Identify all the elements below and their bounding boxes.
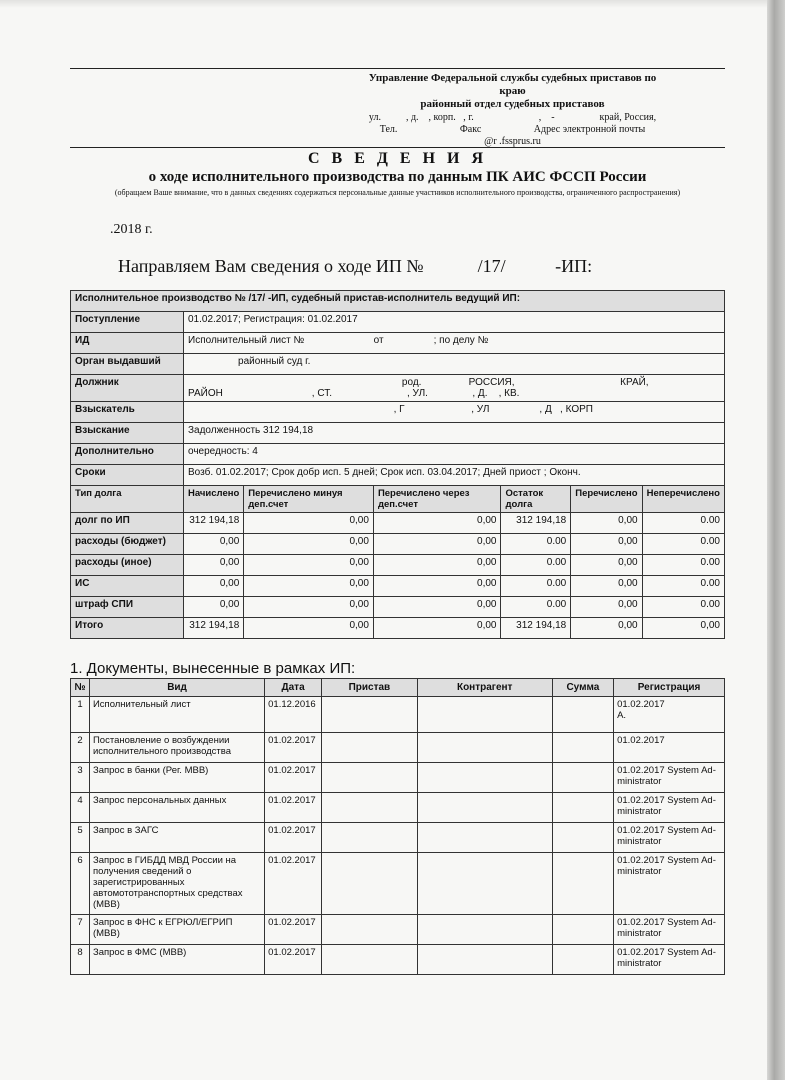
debt-value: 0,00 xyxy=(244,534,374,555)
docs-cell xyxy=(552,915,613,945)
docs-header-cell: Сумма xyxy=(552,679,613,697)
docs-cell xyxy=(322,763,418,793)
docs-cell: Запрос в ФМС (МВВ) xyxy=(89,945,264,975)
debt-value: 0,00 xyxy=(571,513,642,534)
debt-row xyxy=(71,597,725,618)
info-row xyxy=(71,402,725,423)
header-contacts: Тел. Факс Адрес электронной почты xyxy=(379,124,646,135)
debt-type: долг по ИП xyxy=(71,513,184,534)
debt-value: 0.00 xyxy=(642,555,724,576)
docs-cell: 8 xyxy=(71,945,90,975)
docs-cell: 01.02.2017 System Ad-ministrator xyxy=(614,853,725,915)
debt-value: 0,00 xyxy=(373,513,501,534)
docs-cell: 01.02.2017 xyxy=(265,733,322,763)
debt-header-cell: Перечислено минуя деп.счет xyxy=(244,486,374,513)
docs-cell: Постановление о возбуждении исполнительного производства xyxy=(89,733,264,763)
info-label: Орган выдавший xyxy=(71,354,184,375)
debt-value: 0.00 xyxy=(642,597,724,618)
debt-value: 0,00 xyxy=(642,618,724,639)
docs-row xyxy=(71,853,725,915)
docs-cell: 01.02.2017 System Ad-ministrator xyxy=(614,915,725,945)
header-org-line3: районный отдел судебных приставов xyxy=(420,98,605,110)
docs-cell xyxy=(322,793,418,823)
debt-value: 0,00 xyxy=(373,555,501,576)
debt-type: расходы (бюджет) xyxy=(71,534,184,555)
debt-value: 0,00 xyxy=(244,618,374,639)
debt-value: 0.00 xyxy=(501,597,571,618)
docs-cell: 7 xyxy=(71,915,90,945)
debt-value: 312 194,18 xyxy=(501,618,571,639)
docs-cell: Исполнительный лист xyxy=(89,697,264,733)
docs-header-cell: № xyxy=(71,679,90,697)
docs-cell xyxy=(552,697,613,733)
docs-row xyxy=(71,793,725,823)
debt-value: 0,00 xyxy=(244,513,374,534)
info-label: Должник xyxy=(71,375,184,402)
docs-header-cell: Регистрация xyxy=(614,679,725,697)
docs-row xyxy=(71,915,725,945)
debt-value: 312 194,18 xyxy=(184,513,244,534)
debt-value: 0,00 xyxy=(571,576,642,597)
debt-value: 0,00 xyxy=(184,597,244,618)
docs-cell: 3 xyxy=(71,763,90,793)
debt-value: 0,00 xyxy=(571,555,642,576)
info-value: Задолженность 312 194,18 xyxy=(184,423,725,444)
debt-value: 0,00 xyxy=(373,618,501,639)
docs-cell xyxy=(322,853,418,915)
doc-privacy-note: (обращаем Ваше внимание, что в данных сведениях содержаться персональные данные участников исполнительного производства, ограниченного распространения) xyxy=(114,188,681,197)
docs-cell: 01.02.2017 System Ad-ministrator xyxy=(614,823,725,853)
docs-cell xyxy=(322,823,418,853)
doc-title: С В Е Д Е Н И Я xyxy=(307,150,488,167)
info-label: Взыскатель xyxy=(71,402,184,423)
info-row xyxy=(71,354,725,375)
debt-row xyxy=(71,534,725,555)
debt-header-cell: Остаток долга xyxy=(501,486,571,513)
debt-value: 0,00 xyxy=(571,534,642,555)
info-value: Возб. 01.02.2017; Срок добр исп. 5 дней; Срок исп. 03.04.2017; Дней приост ; Оконч. xyxy=(184,465,725,486)
debt-value: 0,00 xyxy=(373,534,501,555)
docs-cell: 2 xyxy=(71,733,90,763)
debt-header-cell: Перечислено через деп.счет xyxy=(373,486,501,513)
docs-cell xyxy=(322,945,418,975)
doc-date: .2018 г. xyxy=(110,222,153,237)
debt-value: 312 194,18 xyxy=(184,618,244,639)
docs-cell xyxy=(417,763,552,793)
docs-cell: 01.02.2017 xyxy=(265,915,322,945)
info-value: 01.02.2017; Регистрация: 01.02.2017 xyxy=(184,312,725,333)
header-rule-top xyxy=(70,68,725,69)
docs-cell: 01.02.2017 xyxy=(265,763,322,793)
info-row xyxy=(71,375,725,402)
docs-cell: Запрос в ФНС к ЕГРЮЛ/ЕГРИП (МВВ) xyxy=(89,915,264,945)
debt-value: 0,00 xyxy=(571,597,642,618)
debt-value: 0,00 xyxy=(244,576,374,597)
section-documents-title: 1. Документы, вынесенные в рамках ИП: xyxy=(70,660,356,677)
docs-cell xyxy=(417,697,552,733)
docs-cell: 01.02.2017 System Ad-ministrator xyxy=(614,793,725,823)
info-value: очередность: 4 xyxy=(184,444,725,465)
info-row xyxy=(71,444,725,465)
info-row xyxy=(71,333,725,354)
debt-value: 0.00 xyxy=(642,534,724,555)
docs-row xyxy=(71,697,725,733)
debt-type: штраф СПИ xyxy=(71,597,184,618)
debt-value: 0.00 xyxy=(501,555,571,576)
page-shadow-top xyxy=(0,0,785,8)
info-label: Взыскание xyxy=(71,423,184,444)
debt-value: 0,00 xyxy=(571,618,642,639)
docs-cell xyxy=(417,945,552,975)
docs-cell: 01.02.2017 xyxy=(265,945,322,975)
header-org-line2: краю xyxy=(499,85,526,97)
docs-cell: 01.02.2017 xyxy=(614,733,725,763)
docs-cell xyxy=(322,915,418,945)
docs-cell: 01.02.2017 xyxy=(265,793,322,823)
debt-value: 0,00 xyxy=(184,576,244,597)
docs-cell xyxy=(417,793,552,823)
info-label: Дополнительно xyxy=(71,444,184,465)
debt-value: 0,00 xyxy=(244,555,374,576)
docs-cell: Запрос в банки (Рег. МВВ) xyxy=(89,763,264,793)
docs-header-cell: Контрагент xyxy=(417,679,552,697)
debt-value: 0,00 xyxy=(184,555,244,576)
docs-cell: 6 xyxy=(71,853,90,915)
debt-value: 0,00 xyxy=(373,576,501,597)
info-value: Исполнительный лист № от ; по делу № xyxy=(184,333,725,354)
debt-header-row xyxy=(71,486,725,513)
docs-cell: 01.02.2017 xyxy=(265,853,322,915)
docs-cell xyxy=(322,697,418,733)
docs-cell xyxy=(417,853,552,915)
docs-row xyxy=(71,763,725,793)
debt-value: 0,00 xyxy=(244,597,374,618)
ip-header-row xyxy=(71,291,725,312)
debt-value: 0.00 xyxy=(501,576,571,597)
debt-row xyxy=(71,513,725,534)
debt-header-cell: Перечислено xyxy=(571,486,642,513)
debt-value: 0.00 xyxy=(642,576,724,597)
info-value: род. РОССИЯ, КРАЙ, РАЙОН , СТ. , УЛ. , Д. , КВ. xyxy=(184,375,725,402)
docs-cell: 1 xyxy=(71,697,90,733)
docs-cell xyxy=(552,853,613,915)
debt-value: 312 194,18 xyxy=(501,513,571,534)
debt-type: Итого xyxy=(71,618,184,639)
docs-cell xyxy=(322,733,418,763)
docs-cell: Запрос в ГИБДД МВД России на получения сведений о зарегистрированных автомототранспортных средствах (МВВ) xyxy=(89,853,264,915)
ip-info-table xyxy=(70,290,725,639)
documents-table xyxy=(70,678,725,975)
header-address: ул. , д. , корп. , г. , - край, Россия, xyxy=(368,112,657,123)
debt-value: 0.00 xyxy=(501,534,571,555)
docs-row xyxy=(71,733,725,763)
debt-type: расходы (иное) xyxy=(71,555,184,576)
docs-cell: 01.12.2016 xyxy=(265,697,322,733)
info-row xyxy=(71,312,725,333)
docs-row xyxy=(71,823,725,853)
debt-header-cell: Тип долга xyxy=(71,486,184,513)
debt-row xyxy=(71,576,725,597)
debt-value: 0,00 xyxy=(184,534,244,555)
debt-row xyxy=(71,618,725,639)
info-label: Сроки xyxy=(71,465,184,486)
docs-cell: 01.02.2017 А. xyxy=(614,697,725,733)
docs-header-cell: Вид xyxy=(89,679,264,697)
docs-row xyxy=(71,945,725,975)
docs-cell: 4 xyxy=(71,793,90,823)
debt-value: 0.00 xyxy=(642,513,724,534)
info-row xyxy=(71,465,725,486)
page-edge-right xyxy=(767,0,785,1080)
docs-cell: 01.02.2017 System Ad-ministrator xyxy=(614,763,725,793)
debt-row xyxy=(71,555,725,576)
docs-cell xyxy=(417,915,552,945)
docs-cell xyxy=(552,945,613,975)
info-value: районный суд г. xyxy=(184,354,725,375)
debt-value: 0,00 xyxy=(373,597,501,618)
docs-cell xyxy=(417,733,552,763)
debt-header-cell: Начислено xyxy=(184,486,244,513)
header-rule-bottom xyxy=(70,147,725,148)
docs-cell xyxy=(552,793,613,823)
docs-header-cell: Дата xyxy=(265,679,322,697)
docs-header-cell: Пристав xyxy=(322,679,418,697)
debt-header-cell: Неперечислено xyxy=(642,486,724,513)
debt-type: ИС xyxy=(71,576,184,597)
send-line: Направляем Вам сведения о ходе ИП № /17/ -ИП: xyxy=(118,256,593,276)
docs-cell: 5 xyxy=(71,823,90,853)
docs-cell xyxy=(552,733,613,763)
docs-cell xyxy=(552,763,613,793)
docs-cell: Запрос персональных данных xyxy=(89,793,264,823)
doc-subtitle: о ходе исполнительного производства по данным ПК АИС ФССП России xyxy=(148,169,647,185)
docs-cell xyxy=(552,823,613,853)
docs-cell: 01.02.2017 xyxy=(265,823,322,853)
info-value: , Г , УЛ , Д , КОРП xyxy=(184,402,725,423)
header-org-line1: Управление Федеральной службы судебных приставов по xyxy=(368,72,657,84)
header-email: @r .fssprus.ru xyxy=(484,136,541,147)
ip-header-cell: Исполнительное производство № /17/ -ИП, судебный пристав-исполнитель ведущий ИП: xyxy=(71,291,725,312)
docs-cell xyxy=(417,823,552,853)
docs-cell: Запрос в ЗАГС xyxy=(89,823,264,853)
info-label: Поступление xyxy=(71,312,184,333)
info-row xyxy=(71,423,725,444)
info-label: ИД xyxy=(71,333,184,354)
docs-cell: 01.02.2017 System Ad-ministrator xyxy=(614,945,725,975)
